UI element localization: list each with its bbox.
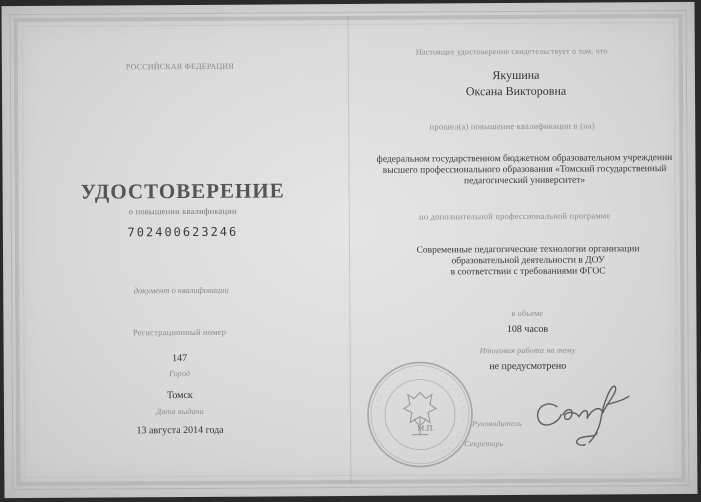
svg-text:· · · · · · · · · · · · · · ·: · · · · · · · · · · · · · · · · · · · · · · · · · · · · · · · · · · · · · bbox=[372, 367, 468, 462]
document-subtitle: о повышении квалификации bbox=[128, 205, 237, 217]
intro-text: Настоящее удостоверение свидетельствует о том, что bbox=[415, 46, 608, 57]
city-caption: Город bbox=[169, 368, 191, 379]
issue-date: 13 августа 2014 года bbox=[136, 424, 224, 437]
reg-number-label: Регистрационный номер bbox=[132, 326, 227, 338]
given-names: Оксана Викторовна bbox=[465, 83, 567, 99]
surname: Якушина bbox=[492, 67, 540, 83]
thesis-label: Итоговая работа на тему bbox=[479, 345, 576, 356]
document-type: документ о квалификации bbox=[133, 284, 229, 296]
program-line-2: образовательной деятельности в ДОУ bbox=[451, 255, 605, 267]
institution-line-2: высшего профессионального образования «Томский государственный bbox=[382, 164, 667, 176]
improved-line: прошел(а) повышение квалификации в (на) bbox=[429, 120, 595, 132]
program-line-1: Современные педагогические технологии организации bbox=[416, 244, 640, 256]
program-label: по дополнительной профессиональной программе bbox=[419, 210, 611, 222]
handwritten-signature bbox=[529, 384, 639, 460]
document-title: УДОСТОВЕРЕНИЕ bbox=[80, 178, 285, 204]
city: Томск bbox=[166, 389, 193, 402]
institution-line-3: педагогический университет» bbox=[463, 175, 586, 187]
institution-line-1: федеральном государственном бюджетном образовательном учреждении bbox=[376, 153, 673, 165]
volume-label: в объеме bbox=[511, 308, 544, 319]
reg-number: 147 bbox=[172, 352, 188, 365]
stamp-label: М.П. bbox=[417, 423, 435, 433]
certificate-paper bbox=[2, 2, 698, 498]
head-label: Руководитель bbox=[472, 418, 522, 429]
serial-number: 702400623246 bbox=[127, 224, 239, 240]
secretary-label: Секретарь bbox=[464, 439, 504, 449]
program-line-3: в соответствии с требованиями ФГОС bbox=[450, 266, 606, 278]
volume-value: 108 часов bbox=[506, 323, 549, 336]
official-seal bbox=[364, 358, 477, 476]
country-header: РОССИЙСКАЯ ФЕДЕРАЦИЯ bbox=[125, 61, 234, 72]
issue-date-caption: Дата выдачи bbox=[156, 406, 204, 417]
thesis-value: не предусмотрено bbox=[489, 360, 567, 373]
